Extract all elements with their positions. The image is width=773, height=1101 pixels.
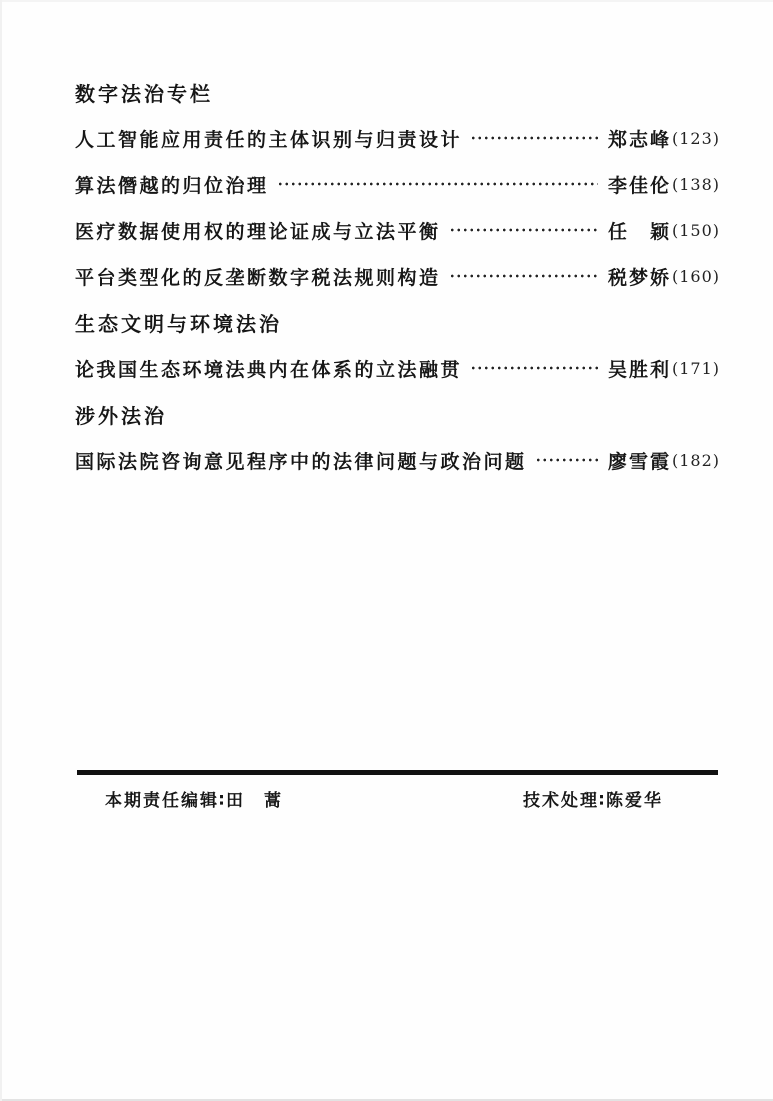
section-heading-eco-environment: 生态文明与环境法治	[75, 311, 282, 336]
dot-leader	[470, 134, 598, 142]
dot-leader	[449, 226, 598, 234]
table-of-contents	[0, 0, 773, 483]
technical-processing-credit: 技术处理∶陈爱华	[523, 791, 663, 811]
entry-title: 国际法院咨询意见程序中的法律问题与政治问题	[75, 450, 527, 473]
toc-entry	[75, 207, 720, 253]
entry-author: 郑志峰	[607, 128, 671, 151]
entry-page-number: (182)	[671, 450, 720, 470]
section-heading-foreign-law: 涉外法治	[75, 403, 167, 428]
dot-leader	[449, 272, 598, 280]
toc-entry	[75, 161, 720, 207]
toc-entry	[75, 345, 720, 391]
section-heading-digital-law: 数字法治专栏	[75, 81, 213, 106]
footer-credits	[77, 775, 718, 811]
toc-entry	[75, 115, 720, 161]
dot-leader	[277, 180, 598, 188]
entry-page-number: (123)	[671, 128, 720, 148]
toc-entry	[75, 253, 720, 299]
dot-leader	[470, 364, 598, 372]
entry-title: 平台类型化的反垄断数字税法规则构造	[75, 266, 441, 289]
entry-author: 李佳伦	[607, 174, 671, 197]
entry-page-number: (150)	[671, 220, 720, 240]
toc-entry	[75, 437, 720, 483]
entry-author: 吴胜利	[607, 358, 671, 381]
section-heading-row	[75, 299, 720, 345]
entry-title: 算法僭越的归位治理	[75, 174, 269, 197]
section-heading-row	[75, 69, 720, 115]
entry-author: 税梦娇	[607, 266, 671, 289]
entry-title: 论我国生态环境法典内在体系的立法融贯	[75, 358, 463, 381]
entry-title: 人工智能应用责任的主体识别与归责设计	[75, 128, 463, 151]
entry-author: 任 颖	[607, 220, 671, 243]
section-heading-row	[75, 391, 720, 437]
page-footer	[77, 770, 718, 811]
entry-page-number: (171)	[671, 358, 720, 378]
entry-title: 医疗数据使用权的理论证成与立法平衡	[75, 220, 441, 243]
entry-page-number: (160)	[671, 266, 720, 286]
entry-page-number: (138)	[671, 174, 720, 194]
responsible-editor-credit: 本期责任编辑∶田 蒿	[105, 791, 283, 811]
entry-author: 廖雪霞	[607, 450, 671, 473]
dot-leader	[535, 456, 598, 464]
